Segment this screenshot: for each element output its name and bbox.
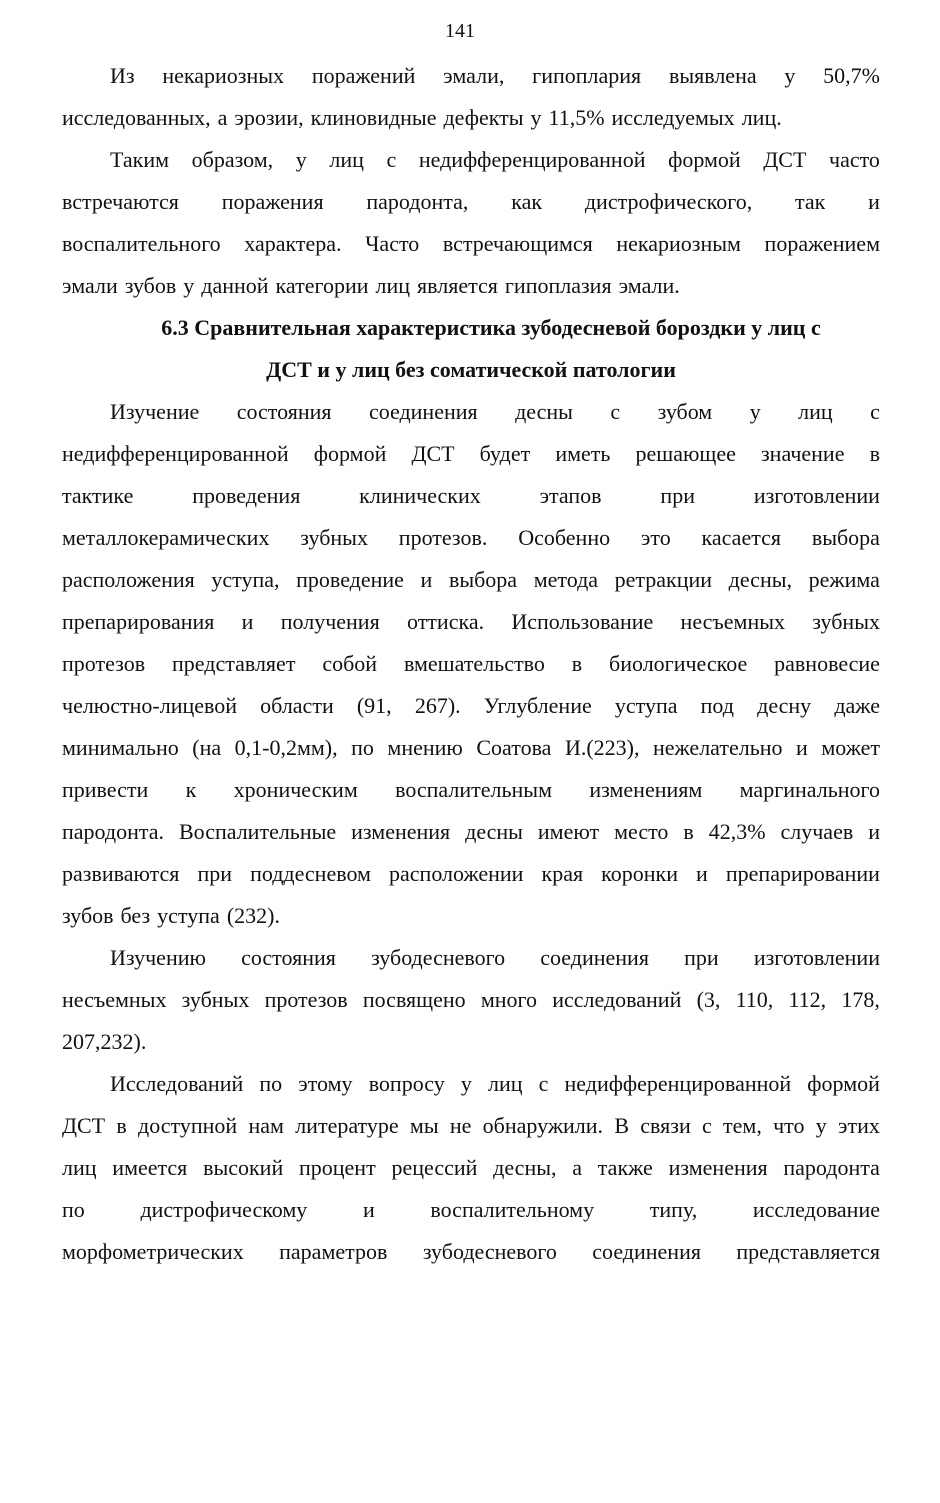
- word: а: [572, 1155, 583, 1180]
- word: встречающимся: [442, 231, 593, 256]
- word: ДСТ: [411, 441, 455, 466]
- word: коронки: [601, 861, 678, 886]
- text-line: [62, 643, 880, 685]
- word: зубодесневого: [422, 1239, 557, 1264]
- word: исследований: [552, 987, 682, 1012]
- word: привести: [62, 777, 149, 802]
- word: пародонта,: [366, 189, 469, 214]
- text-line: [62, 223, 880, 265]
- word: (91,: [356, 693, 392, 718]
- text-line: [62, 97, 880, 139]
- word: не: [449, 1113, 472, 1138]
- word: тем,: [723, 1113, 762, 1138]
- word: доступной: [138, 1113, 238, 1138]
- word: некариозных: [162, 63, 285, 88]
- word: формой: [313, 441, 387, 466]
- word: поражений: [311, 63, 416, 88]
- word: Исследований: [110, 1071, 244, 1096]
- text-line: [62, 559, 880, 601]
- section-heading: 6.3 Сравнительная характеристика зубодесневой бороздки у лиц с: [161, 315, 821, 340]
- word: зубов: [124, 273, 177, 298]
- word: ДСТ: [763, 147, 807, 172]
- word: равновесие: [774, 651, 880, 676]
- word: минимально: [62, 735, 179, 760]
- word: по: [259, 1071, 283, 1096]
- word: соединения: [592, 1239, 701, 1264]
- word: десны,: [728, 567, 792, 592]
- word: у: [295, 147, 307, 172]
- word: собой: [322, 651, 378, 676]
- text-line: [62, 601, 880, 643]
- word: и: [241, 609, 254, 634]
- word: тактике: [62, 483, 134, 508]
- word: 0,1-0,2мм),: [234, 735, 338, 760]
- word: протезов: [62, 651, 146, 676]
- word: выбора: [811, 525, 880, 550]
- word: представляет: [172, 651, 296, 676]
- word: характера.: [244, 231, 342, 256]
- word: у: [183, 273, 195, 298]
- word: этих: [838, 1113, 880, 1138]
- word: будет: [479, 441, 531, 466]
- word: и: [868, 189, 880, 214]
- word: и: [420, 567, 433, 592]
- word: недифференцированной: [418, 147, 646, 172]
- word: решающее: [635, 441, 736, 466]
- word: Особенно: [518, 525, 611, 550]
- text-line: [62, 1063, 880, 1105]
- word: проведение: [296, 567, 404, 592]
- word: лиц: [375, 273, 411, 298]
- word: данной: [201, 273, 269, 298]
- word: как: [511, 189, 543, 214]
- word: вмешательство: [403, 651, 545, 676]
- word: с: [870, 399, 880, 424]
- word: проведения: [192, 483, 301, 508]
- word: этапов: [539, 483, 602, 508]
- word: 11,5%: [548, 105, 605, 130]
- word: у: [749, 399, 761, 424]
- word: (232).: [226, 903, 280, 928]
- word: развиваются: [62, 861, 180, 886]
- text-line: [62, 181, 880, 223]
- word: 207,232).: [62, 1029, 147, 1054]
- word: металлокерамических: [62, 525, 270, 550]
- word: иметь: [555, 441, 611, 466]
- word: много: [480, 987, 538, 1012]
- word: дефекты: [443, 105, 524, 130]
- word: касается: [701, 525, 781, 550]
- word: нежелательно: [652, 735, 783, 760]
- text-line: [62, 769, 880, 811]
- word: высокий: [203, 1155, 284, 1180]
- word: а: [217, 105, 228, 130]
- word: случаев: [780, 819, 854, 844]
- word: является: [417, 273, 498, 298]
- word: и: [796, 735, 808, 760]
- word: маргинального: [739, 777, 880, 802]
- word: в: [571, 651, 583, 676]
- text-line: [62, 853, 880, 895]
- word: В: [614, 1113, 630, 1138]
- text-line: [62, 1147, 880, 1189]
- word: эмали: [62, 273, 118, 298]
- word: в: [869, 441, 880, 466]
- word: лиц: [798, 399, 833, 424]
- word: 267).: [414, 693, 461, 718]
- text-line: [62, 937, 880, 979]
- word: 110,: [735, 987, 774, 1012]
- word: так: [795, 189, 826, 214]
- word: значение: [760, 441, 845, 466]
- word: лиц: [62, 1155, 97, 1180]
- word: по: [62, 1197, 85, 1222]
- word: несъемных: [680, 609, 786, 634]
- word: морфометрических: [62, 1239, 244, 1264]
- word: при: [660, 483, 695, 508]
- word: десны: [515, 399, 573, 424]
- word: нам: [248, 1113, 284, 1138]
- word: 112,: [788, 987, 827, 1012]
- word: изготовлении: [753, 483, 880, 508]
- word: у: [784, 63, 796, 88]
- word: зубом: [657, 399, 713, 424]
- word: препарировании: [725, 861, 880, 886]
- word: посвящено: [362, 987, 466, 1012]
- word: вопросу: [368, 1071, 445, 1096]
- text-line: [62, 1231, 880, 1273]
- text-line: [62, 475, 880, 517]
- word: препарирования: [62, 609, 215, 634]
- word: Таким: [110, 147, 170, 172]
- word: пародонта: [783, 1155, 880, 1180]
- text-line: [62, 895, 880, 937]
- word: соединения: [368, 399, 478, 424]
- word: области: [260, 693, 334, 718]
- word: изготовлении: [753, 945, 880, 970]
- word: состояния: [241, 945, 336, 970]
- word: соединения: [540, 945, 649, 970]
- word: и: [362, 1197, 375, 1222]
- word: без: [120, 903, 151, 928]
- word: зубных: [300, 525, 368, 550]
- word: представляется: [736, 1239, 880, 1264]
- word: гипоплария: [532, 63, 642, 88]
- word: Изучение: [110, 399, 200, 424]
- text-line: [62, 1189, 880, 1231]
- word: уступа: [614, 693, 678, 718]
- word: и: [868, 819, 880, 844]
- word: десну: [757, 693, 812, 718]
- page-number: 141: [445, 20, 475, 42]
- word: Углубление: [483, 693, 592, 718]
- word: часто: [829, 147, 880, 172]
- word: у: [815, 1113, 827, 1138]
- word: с: [610, 399, 621, 424]
- word: у: [530, 105, 542, 130]
- word: недифференцированной: [62, 441, 289, 466]
- word: параметров: [279, 1239, 388, 1264]
- word: эмали,: [443, 63, 505, 88]
- word: режима: [808, 567, 880, 592]
- word: оттиска.: [406, 609, 485, 634]
- word: исследование: [752, 1197, 880, 1222]
- word: по: [351, 735, 374, 760]
- word: дистрофическому: [140, 1197, 308, 1222]
- word: клиновидные: [310, 105, 437, 130]
- word: гипоплазия: [504, 273, 612, 298]
- word: недифференцированной: [564, 1071, 792, 1096]
- word: к: [185, 777, 197, 802]
- word: 42,3%: [708, 819, 766, 844]
- word: рецессий: [391, 1155, 478, 1180]
- word: десны,: [493, 1155, 557, 1180]
- word: что: [773, 1113, 805, 1138]
- text-line: [62, 55, 880, 97]
- word: изменения: [351, 819, 451, 844]
- word: образом,: [191, 147, 274, 172]
- word: поражением: [764, 231, 880, 256]
- text-line: [62, 1105, 880, 1147]
- word: метода: [533, 567, 599, 592]
- word: Изучению: [110, 945, 206, 970]
- word: Использование: [511, 609, 654, 634]
- word: 178,: [841, 987, 880, 1012]
- word: эмали.: [618, 273, 680, 298]
- word: эрозии,: [234, 105, 304, 130]
- text-line: [62, 139, 880, 181]
- word: уступа: [157, 903, 220, 928]
- word: зубов: [62, 903, 114, 928]
- word: встречаются: [62, 189, 179, 214]
- word: формой: [668, 147, 741, 172]
- text-line: [62, 811, 880, 853]
- word: протезов.: [398, 525, 488, 550]
- word: воспалительным: [395, 777, 552, 802]
- word: с: [386, 147, 397, 172]
- word: категории: [275, 273, 369, 298]
- word: выявлена: [668, 63, 757, 88]
- word: края: [541, 861, 584, 886]
- word: также: [597, 1155, 653, 1180]
- word: лиц: [487, 1071, 523, 1096]
- word: поражения: [221, 189, 324, 214]
- word: с: [538, 1071, 549, 1096]
- text-line: [62, 433, 880, 475]
- word: хроническим: [233, 777, 358, 802]
- word: изменениям: [589, 777, 703, 802]
- word: состояния: [236, 399, 332, 424]
- word: литературе: [295, 1113, 399, 1138]
- word: (на: [192, 735, 222, 760]
- word: Воспалительные: [178, 819, 337, 844]
- word: биологическое: [609, 651, 748, 676]
- word: в: [116, 1113, 127, 1138]
- word: некариозным: [616, 231, 741, 256]
- word: И.(223),: [564, 735, 640, 760]
- word: Часто: [365, 231, 420, 256]
- section-heading: ДСТ и у лиц без соматической патологии: [266, 357, 676, 382]
- word: это: [640, 525, 671, 550]
- text-line: [62, 685, 880, 727]
- word: пародонта.: [62, 819, 165, 844]
- text-line: [62, 517, 880, 559]
- body-text: [62, 55, 880, 1273]
- word: несъемных: [62, 987, 167, 1012]
- word: с: [702, 1113, 712, 1138]
- word: исследуемых: [611, 105, 735, 130]
- word: изменения: [668, 1155, 768, 1180]
- word: этому: [298, 1071, 353, 1096]
- word: при: [197, 861, 232, 886]
- text-line: [62, 727, 880, 769]
- word: у: [460, 1071, 472, 1096]
- word: десны: [465, 819, 523, 844]
- word: воспалительному: [430, 1197, 595, 1222]
- word: Соатова: [476, 735, 552, 760]
- word: типу,: [649, 1197, 698, 1222]
- word: ДСТ: [62, 1113, 106, 1138]
- word: зубодесневого: [371, 945, 506, 970]
- word: имеют: [537, 819, 600, 844]
- text-line: [62, 979, 880, 1021]
- word: даже: [834, 693, 880, 718]
- word: в: [683, 819, 694, 844]
- word: место: [614, 819, 669, 844]
- word: лиц: [329, 147, 364, 172]
- text-line: [62, 1021, 880, 1063]
- word: уступа,: [211, 567, 280, 592]
- text-line: [62, 391, 880, 433]
- word: может: [821, 735, 880, 760]
- word: клинических: [359, 483, 481, 508]
- word: связи: [640, 1113, 691, 1138]
- word: исследованных,: [62, 105, 211, 130]
- word: ретракции: [614, 567, 713, 592]
- word: выбора: [448, 567, 518, 592]
- word: под: [700, 693, 734, 718]
- word: челюстно-лицевой: [62, 693, 238, 718]
- word: зубных: [181, 987, 250, 1012]
- word: процент: [299, 1155, 376, 1180]
- word: имеется: [112, 1155, 188, 1180]
- word: зубных: [812, 609, 880, 634]
- word: поддесневом: [250, 861, 371, 886]
- word: протезов: [264, 987, 348, 1012]
- word: 50,7%: [823, 63, 880, 88]
- word: лиц.: [741, 105, 782, 130]
- word: дистрофического,: [584, 189, 753, 214]
- word: обнаружили.: [482, 1113, 604, 1138]
- word: воспалительного: [62, 231, 221, 256]
- word: (3,: [696, 987, 721, 1012]
- word: и: [696, 861, 708, 886]
- word: Из: [110, 63, 135, 88]
- word: расположении: [389, 861, 524, 886]
- word: расположения: [62, 567, 195, 592]
- word: формой: [807, 1071, 880, 1096]
- word: при: [684, 945, 719, 970]
- text-line: [62, 265, 880, 307]
- word: мы: [409, 1113, 439, 1138]
- word: мнению: [387, 735, 463, 760]
- word: получения: [280, 609, 380, 634]
